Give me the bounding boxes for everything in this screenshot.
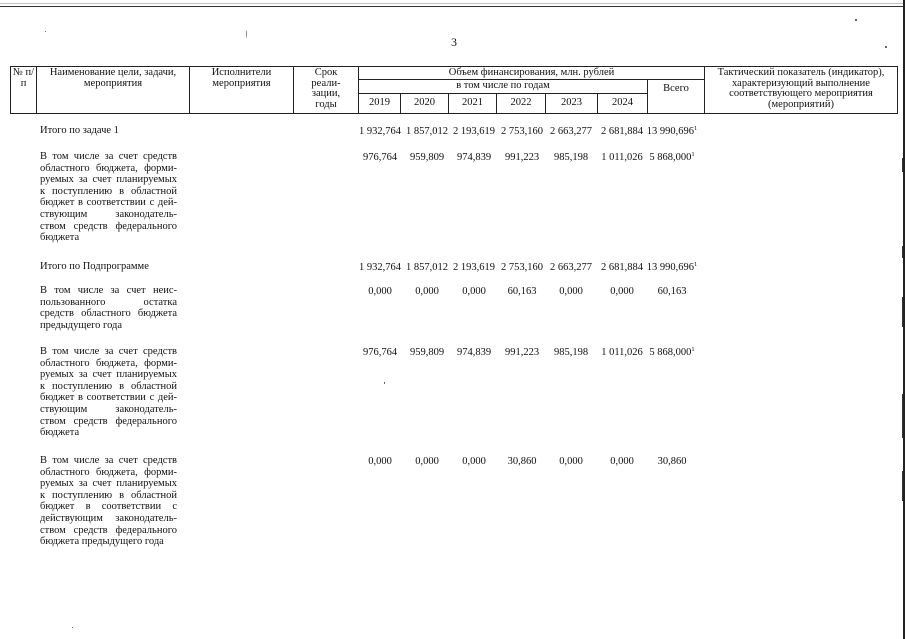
header-num: № п/п: [10, 66, 37, 114]
year-value: 1 857,012: [406, 126, 448, 137]
row-label: Итого по Подпрограмме: [40, 261, 149, 272]
total-value: 5 868,000$^1$: [649, 151, 695, 163]
header-total: Всего: [647, 79, 705, 114]
year-value: 60,163: [507, 286, 537, 297]
year-value: 30,860: [507, 456, 537, 467]
year-value: 991,223: [504, 152, 540, 163]
scan-mark: [902, 158, 903, 172]
year-value: 0,000: [610, 286, 634, 297]
header-year: 2019: [358, 93, 401, 114]
year-value: 0,000: [462, 286, 486, 297]
header-name: Наименование цели, задачи, мероприятия: [36, 66, 190, 114]
year-value: 0,000: [610, 456, 634, 467]
scan-mark: [902, 246, 903, 258]
scan-mark: [902, 471, 903, 501]
header-year: 2020: [400, 93, 449, 114]
row-label: В том числе за счет средств областного бюджета, форми-руемых за счет планируемых к поступлению в областной бюджет в соответствии с действующим законодатель-ством средств федерального бюджета предыдущего года: [40, 455, 177, 548]
year-value: 0,000: [559, 456, 583, 467]
scan-speck: [45, 31, 46, 32]
year-value: 2 663,277: [550, 126, 592, 137]
header-executors: Исполнители мероприятия: [189, 66, 294, 114]
year-value: 2 753,160: [501, 126, 543, 137]
year-value: 2 193,619: [453, 262, 495, 273]
header-by-years: в том числе по годам: [358, 79, 648, 94]
scan-speck: [885, 46, 887, 48]
header-funding: Объем финансирования, млн. рублей: [358, 66, 705, 80]
page-number: 3: [451, 35, 457, 49]
scan-speck: [855, 19, 857, 21]
year-value: 2 681,884: [601, 126, 643, 137]
year-value: 959,809: [409, 347, 445, 358]
total-value: 30,860: [657, 456, 687, 467]
year-value: 0,000: [462, 456, 486, 467]
total-value: 60,163: [657, 286, 687, 297]
scan-edge-line: [0, 3, 905, 4]
year-value: 2 193,619: [453, 126, 495, 137]
row-label: Итого по задаче 1: [40, 125, 119, 136]
scan-mark: [902, 297, 903, 327]
total-value: 13 990,696$^1$: [646, 125, 698, 137]
footnote-mark: 1: [691, 346, 695, 353]
footnote-mark: 1: [694, 125, 698, 132]
year-value: 1 932,764: [359, 126, 401, 137]
year-value: 985,198: [553, 152, 589, 163]
footnote-mark: 1: [694, 261, 698, 268]
year-value: 1 857,012: [406, 262, 448, 273]
scan-mark: [902, 394, 903, 438]
total-value: 13 990,696$^1$: [646, 261, 698, 273]
header-year: 2021: [448, 93, 497, 114]
row-label: В том числе за счет средств областного бюджета, форми-руемых за счет планируемых к поступлению в областной бюджет в соответствии с дей-ствующим законодатель-ством средств федерального бюджета: [40, 151, 177, 244]
year-value: 0,000: [559, 286, 583, 297]
header-term: Срок реали-зации, годы: [293, 66, 359, 114]
year-value: 2 663,277: [550, 262, 592, 273]
footnote-mark: 1: [691, 151, 695, 158]
total-value: 5 868,000$^1$: [649, 346, 695, 358]
header-indicator: Тактический показатель (индикатор), характеризующий выполнение соответствующего мероприятия (мероприятий): [704, 66, 898, 114]
header-year: 2024: [597, 93, 648, 114]
year-value: 2 753,160: [501, 262, 543, 273]
scan-speck: [72, 627, 73, 628]
year-value: 1 011,026: [601, 152, 643, 163]
year-value: 2 681,884: [601, 262, 643, 273]
year-value: 0,000: [415, 286, 439, 297]
scan-speck: [246, 30, 247, 38]
year-value: 1 932,764: [359, 262, 401, 273]
year-value: 0,000: [368, 286, 392, 297]
year-value: 985,198: [553, 347, 589, 358]
year-value: 991,223: [504, 347, 540, 358]
year-value: 1 011,026: [601, 347, 643, 358]
header-year: 2023: [545, 93, 598, 114]
year-value: 976,764: [362, 347, 398, 358]
year-value: 974,839: [456, 152, 492, 163]
header-year: 2022: [496, 93, 546, 114]
row-label: В том числе за счет неис-пользованного остатка средств областного бюджета предыдущего года: [40, 285, 177, 331]
year-value: 974,839: [456, 347, 492, 358]
year-value: 0,000: [415, 456, 439, 467]
row-label: В том числе за счет средств областного бюджета, форми-руемых за счет планируемых к поступлению в областной бюджет в соответствии с дей-ствующим законодатель-ством средств федерального бюджета: [40, 346, 177, 439]
year-value: 0,000: [368, 456, 392, 467]
scan-speck: [384, 382, 385, 384]
year-value: 976,764: [362, 152, 398, 163]
year-value: 959,809: [409, 152, 445, 163]
scan-edge-line: [0, 6, 905, 7]
